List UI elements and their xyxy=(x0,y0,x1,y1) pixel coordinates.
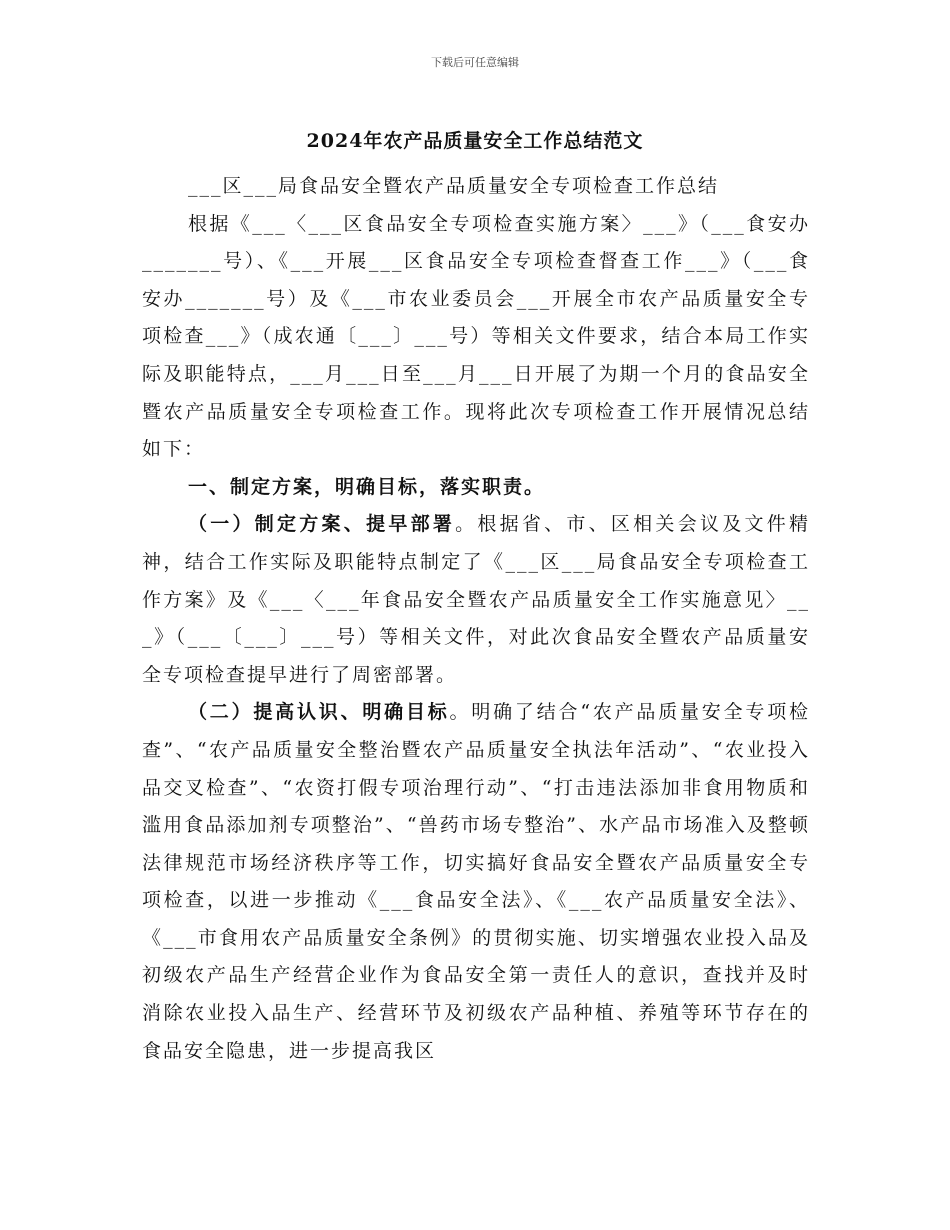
section-heading-1: 一、制定方案，明确目标，落实职责。 xyxy=(188,475,546,498)
paragraph-1-1-lead: （一）制定方案、提早部署 xyxy=(188,513,456,536)
header-note: 下载后可任意编辑 xyxy=(431,56,519,69)
paragraph-1-2 xyxy=(142,694,810,1070)
subtitle: ___区___局食品安全暨农产品质量安全专项检查工作总结 xyxy=(188,175,720,197)
document-body xyxy=(142,168,810,1070)
paragraph-1-1-text: 。根据省、市、区相关会议及文件精神，结合工作实际及职能特点制定了《___区___局食品安全专项检查工作方案》及《___〈___年食品安全暨农产品质量安全工作实施意见〉___》（___〔___〕___号）等相关文件，对此次食品安全暨农产品质量安全专项检查提早进行了周密部署。 xyxy=(142,513,810,686)
paragraph-1-2-text: 。明确了结合“农产品质量安全专项检查”、“农产品质量安全整治暨农产品质量安全执法年活动”、“农业投入品交叉检查”、“农资打假专项治理行动”、“打击违法添加非食用物质和滥用食品添加剂专项整治”、“兽药市场专整治”、水产品市场准入及整顿法律规范市场经济秩序等工作，切实搞好食品安全暨农产品质量安全专项检查，以进一步推动《___食品安全法》、《___农产品质量安全法》、《___市食用农产品质量安全条例》的贯彻实施、切实增强农业投入品及初级农产品生产经营企业作为食品安全第一责任人的意识，查找并及时消除农业投入品生产、经营环节及初级农产品种植、养殖等环节存在的食品安全隐患，进一步提高我区 xyxy=(142,701,810,1062)
document-title: 2024年农产品质量安全工作总结范文 xyxy=(306,130,644,152)
paragraph-1-1 xyxy=(142,506,810,694)
paragraph-intro: 根据《___〈___区食品安全专项检查实施方案〉___》（___食安办_______号）、《___开展___区食品安全专项检查督查工作___》（___食安办_______号）及《___市农业委员会___开展全市农产品质量安全专项检查___》（成农通〔___〕___号）等相关文件要求，结合本局工作实际及职能特点，___月___日至___月___日开展了为期一个月的食品安全暨农产品质量安全专项检查工作。现将此次专项检查工作开展情况总结如下： xyxy=(142,212,810,461)
paragraph-1-2-lead: （二）提高认识、明确目标 xyxy=(188,701,450,724)
